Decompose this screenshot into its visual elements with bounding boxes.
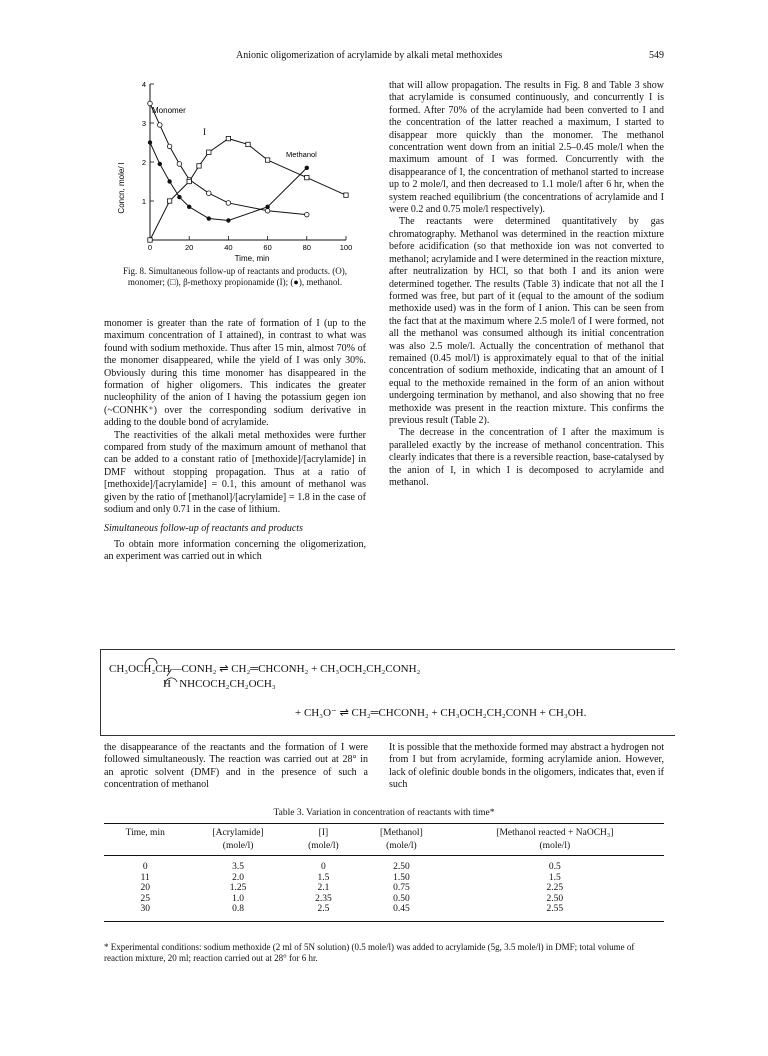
label-monomer: Monomer [152, 106, 186, 115]
table-cell: 1.25 [229, 883, 247, 893]
scheme-nhco: NHCOCH₂CH₂OCH₃ [179, 678, 276, 690]
table-row [104, 856, 664, 873]
data-point-methanol [148, 140, 152, 144]
table-cell: 2.55 [446, 904, 664, 921]
col-header: [Methanol] [357, 824, 446, 841]
col-header: [Methanol reacted + NaOCH₃] [446, 824, 664, 841]
scheme-methoxy: CH₃O [109, 663, 137, 675]
data-point-methanol [158, 162, 162, 166]
figure-caption: Fig. 8. Simultaneous follow-up of reactants and products. (O), monomer; (□), β-methoxy propionamide (I); (●), methanol. [123, 266, 347, 287]
table-cell: 0.8 [186, 904, 289, 921]
x-tick-label: 80 [302, 243, 311, 252]
data-point-monomer [177, 162, 182, 167]
y-axis-label: Concn, mole/ l [117, 162, 126, 214]
y-tick-label: 2 [141, 158, 146, 167]
table-cell: 0 [142, 862, 148, 872]
bottom-right-text: It is possible that the methoxide formed may abstract a hydrogen not from I but from acrylamide, forming acrylamide anion. However, lack of olefinic double bonds in the oligomers, indicates that, even if such [389, 742, 664, 791]
series-line-monomer [150, 104, 307, 215]
x-tick-label: 100 [339, 243, 353, 252]
table-cell: 3.5 [232, 862, 245, 872]
table-cell: 0.50 [393, 893, 410, 904]
col-header-unit: (mole/l) [446, 840, 664, 856]
table-header-row-1 [104, 824, 664, 841]
chart-series [148, 101, 349, 242]
table-cell: 30 [104, 904, 186, 921]
x-tick-label: 40 [224, 243, 233, 252]
table-cell: 11 [140, 872, 150, 883]
x-axis-label: Time, min [234, 254, 270, 263]
section-heading: Simultaneous follow-up of reactants and products [104, 522, 303, 534]
data-point-methanol [265, 205, 269, 209]
table-cell: 2.25 [546, 883, 564, 893]
data-point-i [344, 193, 348, 197]
scheme-equilibrium-1: CH—CONH₂ ⇌ CH₂═CHCONH₂ + CH₃OCH₂CH₂CONH₂ [155, 663, 421, 675]
left-paragraph-2: The reactivities of the alkali metal methoxides were further compared from study of the maximum amount of methanol that can be added to a constant ratio of [methoxide]/[acrylamide] in DMF without stopping propagation. Thus at a ratio of [methoxide]/[acrylamide] = 0.1, this amount of methanol was given by the ratio of [methanol]/[acrylamide] = 1.8 in the case of sodium and only 0.71 in the case of lithium. [104, 429, 366, 516]
table-row [104, 904, 664, 921]
figure-8-chart [104, 76, 366, 266]
table-row [104, 894, 664, 905]
table-row [104, 873, 664, 884]
data-point-methanol [305, 166, 309, 170]
data-point-i [246, 142, 250, 146]
table-cell: 0.45 [357, 904, 446, 921]
table-cell: 20 [140, 883, 150, 893]
table-cell: 0.75 [393, 883, 410, 893]
left-column [104, 318, 366, 564]
data-point-i [167, 199, 171, 203]
data-point-i [207, 150, 211, 154]
data-point-i [187, 179, 191, 183]
scheme-ch2: CH₂ [136, 663, 156, 675]
data-point-methanol [177, 195, 181, 199]
y-tick-label: 1 [141, 197, 146, 206]
table-cell: 2.5 [290, 904, 357, 921]
x-tick-label: 60 [263, 243, 272, 252]
x-tick-label: 20 [185, 243, 194, 252]
data-point-monomer [167, 144, 172, 149]
table-footnote: * Experimental conditions: sodium methoxide (2 ml of 5N solution) (0.5 mole/l) was added to acrylamide (5g, 3.5 mole/l) in DMF; total volume of reaction mixture, 20 ml; reaction carried out at 28° for 6 hr. [104, 942, 635, 963]
table-cell: 0 [321, 862, 326, 872]
table-cell: 2.50 [393, 862, 410, 872]
table-cell: 25 [140, 893, 150, 904]
table-cell: 1.5 [317, 872, 330, 883]
table-3 [104, 823, 664, 922]
col-header-unit [104, 840, 186, 856]
data-point-i [265, 158, 269, 162]
table-cell: 0.5 [548, 862, 561, 872]
col-header: [I] [290, 824, 357, 841]
table-header-row-2 [104, 840, 664, 856]
reaction-scheme [100, 649, 675, 736]
col-header-unit: (mole/l) [357, 840, 446, 856]
x-tick-label: 0 [147, 243, 153, 252]
data-point-i [197, 164, 201, 168]
data-point-i [226, 136, 230, 140]
data-point-i [148, 238, 152, 242]
col-header-unit: (mole/l) [290, 840, 357, 856]
scheme-line-3: + CH₃O⁻ ⇌ CH₂═CHCONH₂ + CH₃OCH₂CH₂CONH + CH₃OH. [295, 707, 587, 719]
col-header-unit: (mole/l) [186, 840, 289, 856]
label-methanol: Methanol [286, 150, 317, 159]
right-paragraph-2: The reactants were determined quantitatively by gas chromatography. Methanol was determined in the reaction mixture before acidification (so that methoxide ion was not converted to methanol; acrylamide and I were determined in the reaction mixture, after neutralization by HCl, so that both I and its anion were determined together. The results (Table 3) indicate that not all the I formed was free, but part of it (equal to the amount of the sodium methoxide used) was in the form of I anion. This can be seen from the fact that at the maximum where 2.5 mole/l of I were formed, not all the methanol was consumed although its initial concentration was also 2.5 mole/l. Actually the concentration of methanol that remained (0.45 mol/l) is approximately equal to that of the initial concentration of sodium methoxide, indicating that an amount of I equal to the methoxide remained in the form of an anion without undergoing termination by methanol, and also showing that no free methoxide was present in the reaction mixture. This confirms the previous result (Table 2). [389, 216, 664, 426]
left-paragraph-1: monomer is greater than the rate of formation of I (up to the maximum concentration of I attained), in contrast to what was found with sodium methoxide. Thus after 15 min, almost 70% of the monomer disappeared, while the yield of I was only 30%. Obviously during this time monomer has disappeared in the formation of higher oligomers. This indicates the greater nucleophility of the anion of I having the potassium gegen ion (~CONHK⁺) over the corresponding sodium derivative in adding to the double bond of acrylamide. [104, 318, 366, 429]
table-cell: 2.1 [317, 883, 330, 893]
label-i: I [203, 127, 206, 137]
data-point-monomer [305, 212, 310, 217]
right-paragraph-3: The decrease in the concentration of I after the maximum is paralleled exactly by the increase of methanol concentration. This clearly indicates that there is a reversible reaction, base-catalysed by the anion of I, in which I is decomposed to acrylamide and methanol. [389, 427, 664, 488]
bottom-left-text: the disappearance of the reactants and the formation of I were followed simultaneously. The reaction was carried out at 28° in an aprotic solvent (DMF) and in the presence of such a concentration of methanol [104, 742, 368, 791]
table-caption: Table 3. Variation in concentration of reactants with time* [273, 808, 495, 818]
table-cell: 2.50 [546, 893, 564, 904]
table-cell: 2.0 [232, 872, 245, 883]
y-tick-label: 3 [141, 119, 146, 128]
running-title: Anionic oligomerization of acrylamide by alkali metal methoxides [236, 50, 503, 61]
table-cell: 2.35 [315, 893, 332, 904]
table-cell: 1.5 [548, 872, 561, 883]
table-cell: 1.50 [393, 872, 410, 883]
right-paragraph-1: that will allow propagation. The results in Fig. 8 and Table 3 show that acrylamide is consumed continuously, and concurrently I is formed. After 70% of the acrylamide had been converted to I and the concentration of the latter reached a maximum, I started to disappear more quickly than the monomer. The methanol concentration went down from an initial 2.5–0.45 mole/l when the maximum amount of I was formed. Concurrently with the disappearance of I, the concentration of methanol started to increase up to 2 mole/l, and then decreased to 1.1 mole/l after 6 hr, when the system reached equilibrium (the concentrations of acrylamide and I were 0.2 and 0.75 mole/l respectively). [389, 80, 664, 216]
data-point-i [305, 175, 309, 179]
data-point-monomer [158, 123, 163, 128]
data-point-monomer [265, 208, 270, 213]
table-row [104, 883, 664, 894]
scheme-line-2 [163, 678, 276, 690]
data-point-methanol [226, 218, 230, 222]
col-header: [Acrylamide] [186, 824, 289, 841]
scheme-h: H [163, 678, 171, 690]
page-number: 549 [649, 50, 664, 61]
data-point-monomer [226, 201, 231, 206]
table-cell: 1.0 [232, 893, 245, 904]
data-point-methanol [167, 179, 171, 183]
right-column [389, 80, 664, 489]
col-header: Time, min [104, 824, 186, 841]
data-point-monomer [207, 191, 212, 196]
left-paragraph-3: To obtain more information concerning the oligomerization, an experiment was carried out in which [104, 538, 366, 563]
y-tick-label: 4 [141, 80, 146, 89]
data-point-methanol [187, 205, 191, 209]
data-point-methanol [207, 216, 211, 220]
